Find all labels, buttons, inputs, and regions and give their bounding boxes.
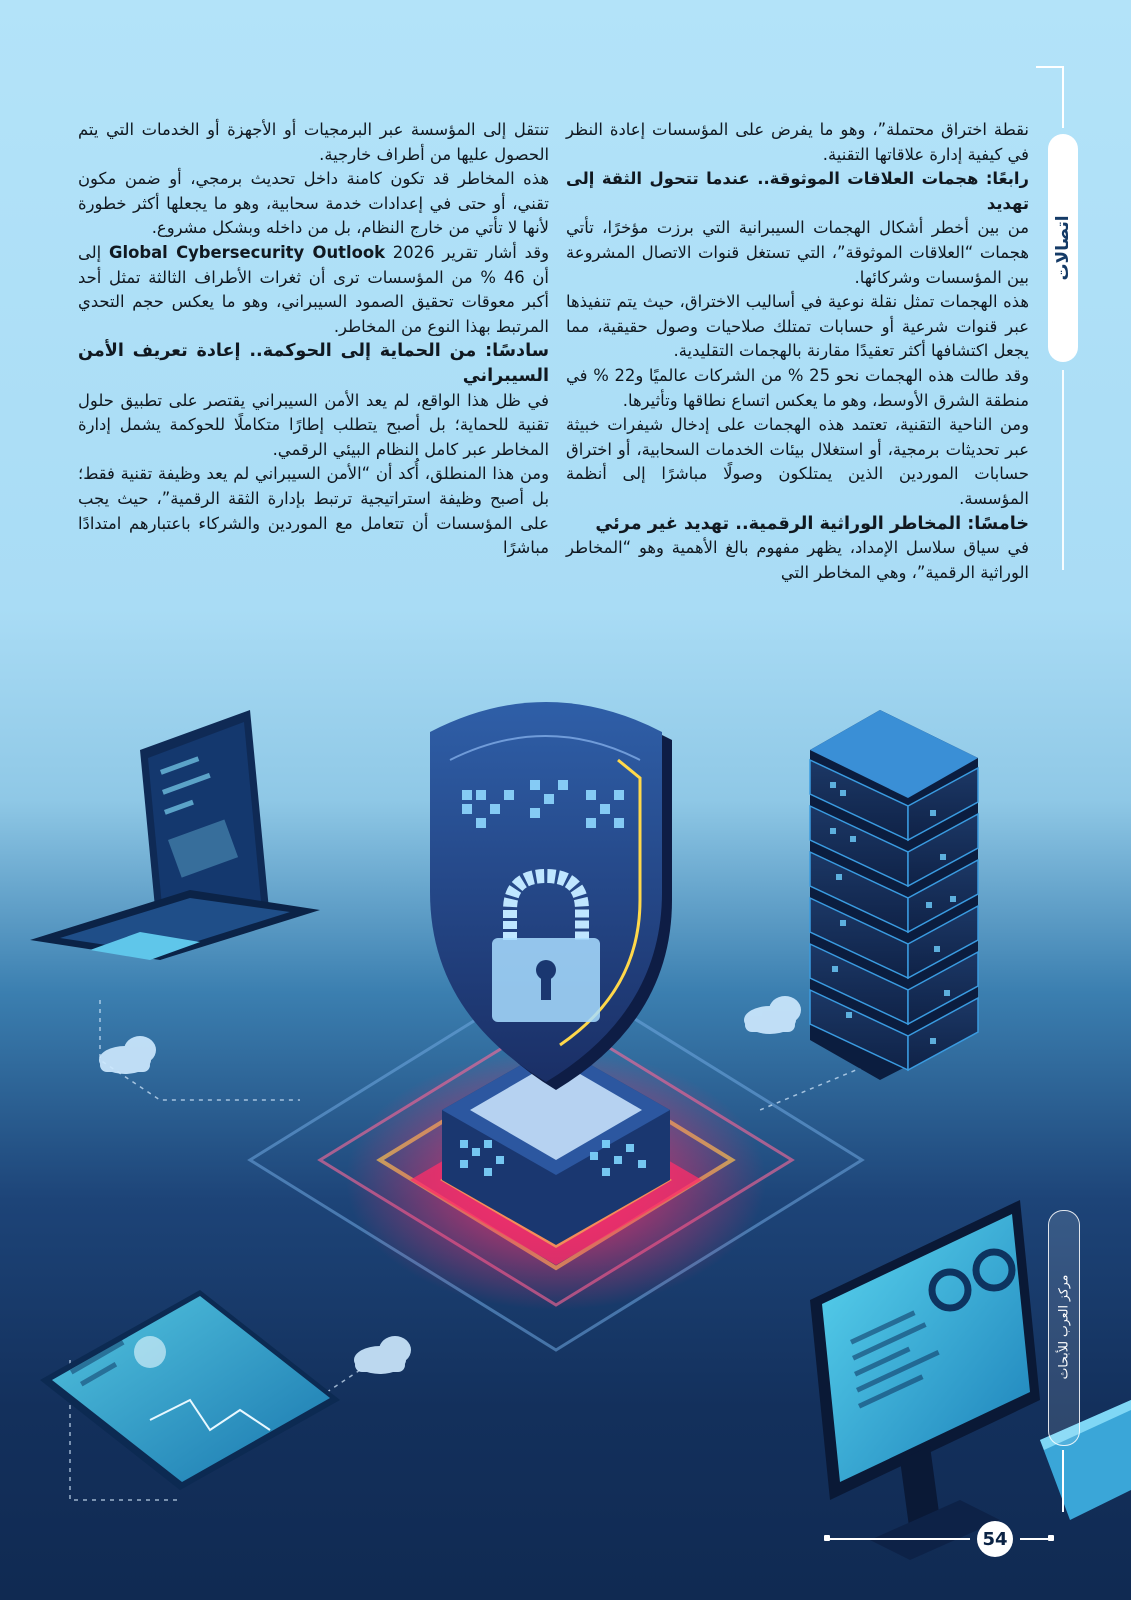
section-heading: سادسًا: من الحماية إلى الحوكمة.. إعادة تعريف الأمن السيبراني: [78, 341, 549, 386]
page-number: 54: [977, 1521, 1013, 1557]
laptop-icon: [30, 710, 320, 960]
paragraph: في ظل هذا الواقع، لم يعد الأمن السيبراني يقتصر على تطبيق حلول تقنية للحماية؛ بل أصبح يتطلب إطارًا متكاملًا للحوكمة يشمل إدارة المخاطر عبر كامل النظام البيئي الرقمي.: [78, 390, 549, 459]
paragraph: هذه الهجمات تمثل نقلة نوعية في أساليب الاختراق، حيث يتم تنفيذها عبر قنوات شرعية أو حسابات تمتلك صلاحيات وصول حقيقية، مما يجعل اكتشافها أكثر تعقيدًا مقارنة بالهجمات التقليدية.: [566, 292, 1029, 361]
report-intro: وقد أشار تقرير: [434, 242, 550, 262]
footer-line: [830, 1538, 970, 1540]
divider-line: [1062, 1450, 1064, 1512]
section-heading: خامسًا: المخاطر الوراثية الرقمية.. تهديد غير مرئي: [595, 513, 1029, 534]
report-name: Global Cybersecurity Outlook: [109, 242, 385, 262]
section-heading: رابعًا: هجمات العلاقات الموثوقة.. عندما تتحول الثقة إلى تهديد: [566, 169, 1029, 213]
server-rack-icon: [810, 710, 978, 1080]
article-column-left: [78, 118, 549, 561]
paragraph: في سياق سلاسل الإمداد، يظهر مفهوم بالغ الأهمية وهو “المخاطر الوراثية الرقمية”، وهي المخاطر التي: [566, 538, 1029, 582]
footer-dot: [1048, 1535, 1054, 1541]
organization-name: مركز العرب للأبحاث: [1055, 1274, 1071, 1380]
paragraph-report: [78, 241, 549, 339]
paragraph: ومن هذا المنطلق، أُكد أن “الأمن السيبراني لم يعد وظيفة تقنية فقط؛ بل أصبح وظيفة استراتيجية ترتبط بإدارة الثقة الرقمية”، حيث يجب على المؤسسات أن تتعامل مع الموردين والشركاء باعتبارهم امتدادًا مباشرًا: [78, 464, 549, 558]
shield-icon: [430, 702, 672, 1090]
divider-line: [1036, 66, 1062, 68]
paragraph: نقطة اختراق محتملة”، وهو ما يفرض على المؤسسات إعادة النظر في كيفية إدارة علاقاتها التقنية.: [566, 120, 1029, 164]
divider-line: [1062, 370, 1064, 570]
paragraph: هذه المخاطر قد تكون كامنة داخل تحديث برمجي، أو ضمن مكون تقني، أو حتى في إعدادات خدمة سحابية، وهو ما يجعلها أكثر خطورة لأنها لا تأتي من خارج النظام، بل من داخله وبشكل مشروع.: [78, 169, 549, 238]
report-finding: 2026 إلى أن 46 % من المؤسسات ترى أن ثغرات الأطراف الثالثة تمثل أحد أكبر معوقات تحقيق الصمود السيبراني، وهو ما يعكس حجم التحدي المرتبط بهذا النوع من المخاطر.: [78, 242, 549, 336]
paragraph: تنتقل إلى المؤسسة عبر البرمجيات أو الأجهزة أو الخدمات التي يتم الحصول عليها من أطراف خارجية.: [78, 120, 549, 164]
footer-dot: [824, 1535, 830, 1541]
paragraph: وقد طالت هذه الهجمات نحو 25 % من الشركات عالميًا و22 % في منطقة الشرق الأوسط، وهو ما يعكس اتساع نطاقها وتأثيرها.: [566, 365, 1030, 410]
section-label: اتصالات: [1053, 215, 1073, 281]
paragraph: ومن الناحية التقنية، تعتمد هذه الهجمات على إدخال شيفرات خبيثة عبر تحديثات برمجية، أو استغلال بيئات الخدمات السحابية، أو اختراق حسابات الموردين الذين يمتلكون وصولًا مباشرًا إلى أنظمة المؤسسة.: [566, 415, 1029, 508]
article-column-right: [566, 118, 1029, 585]
footer-line: [1020, 1538, 1050, 1540]
tablet-icon: [40, 1290, 340, 1490]
divider-line: [1062, 66, 1064, 128]
cybersecurity-illustration: [0, 640, 1131, 1600]
monitor-icon: [810, 1200, 1040, 1560]
paragraph: من بين أخطر أشكال الهجمات السيبرانية التي برزت مؤخرًا، تأتي هجمات “العلاقات الموثوقة”، التي تستغل قنوات الاتصال المشروعة بين المؤسسات وشركائها.: [566, 218, 1029, 287]
